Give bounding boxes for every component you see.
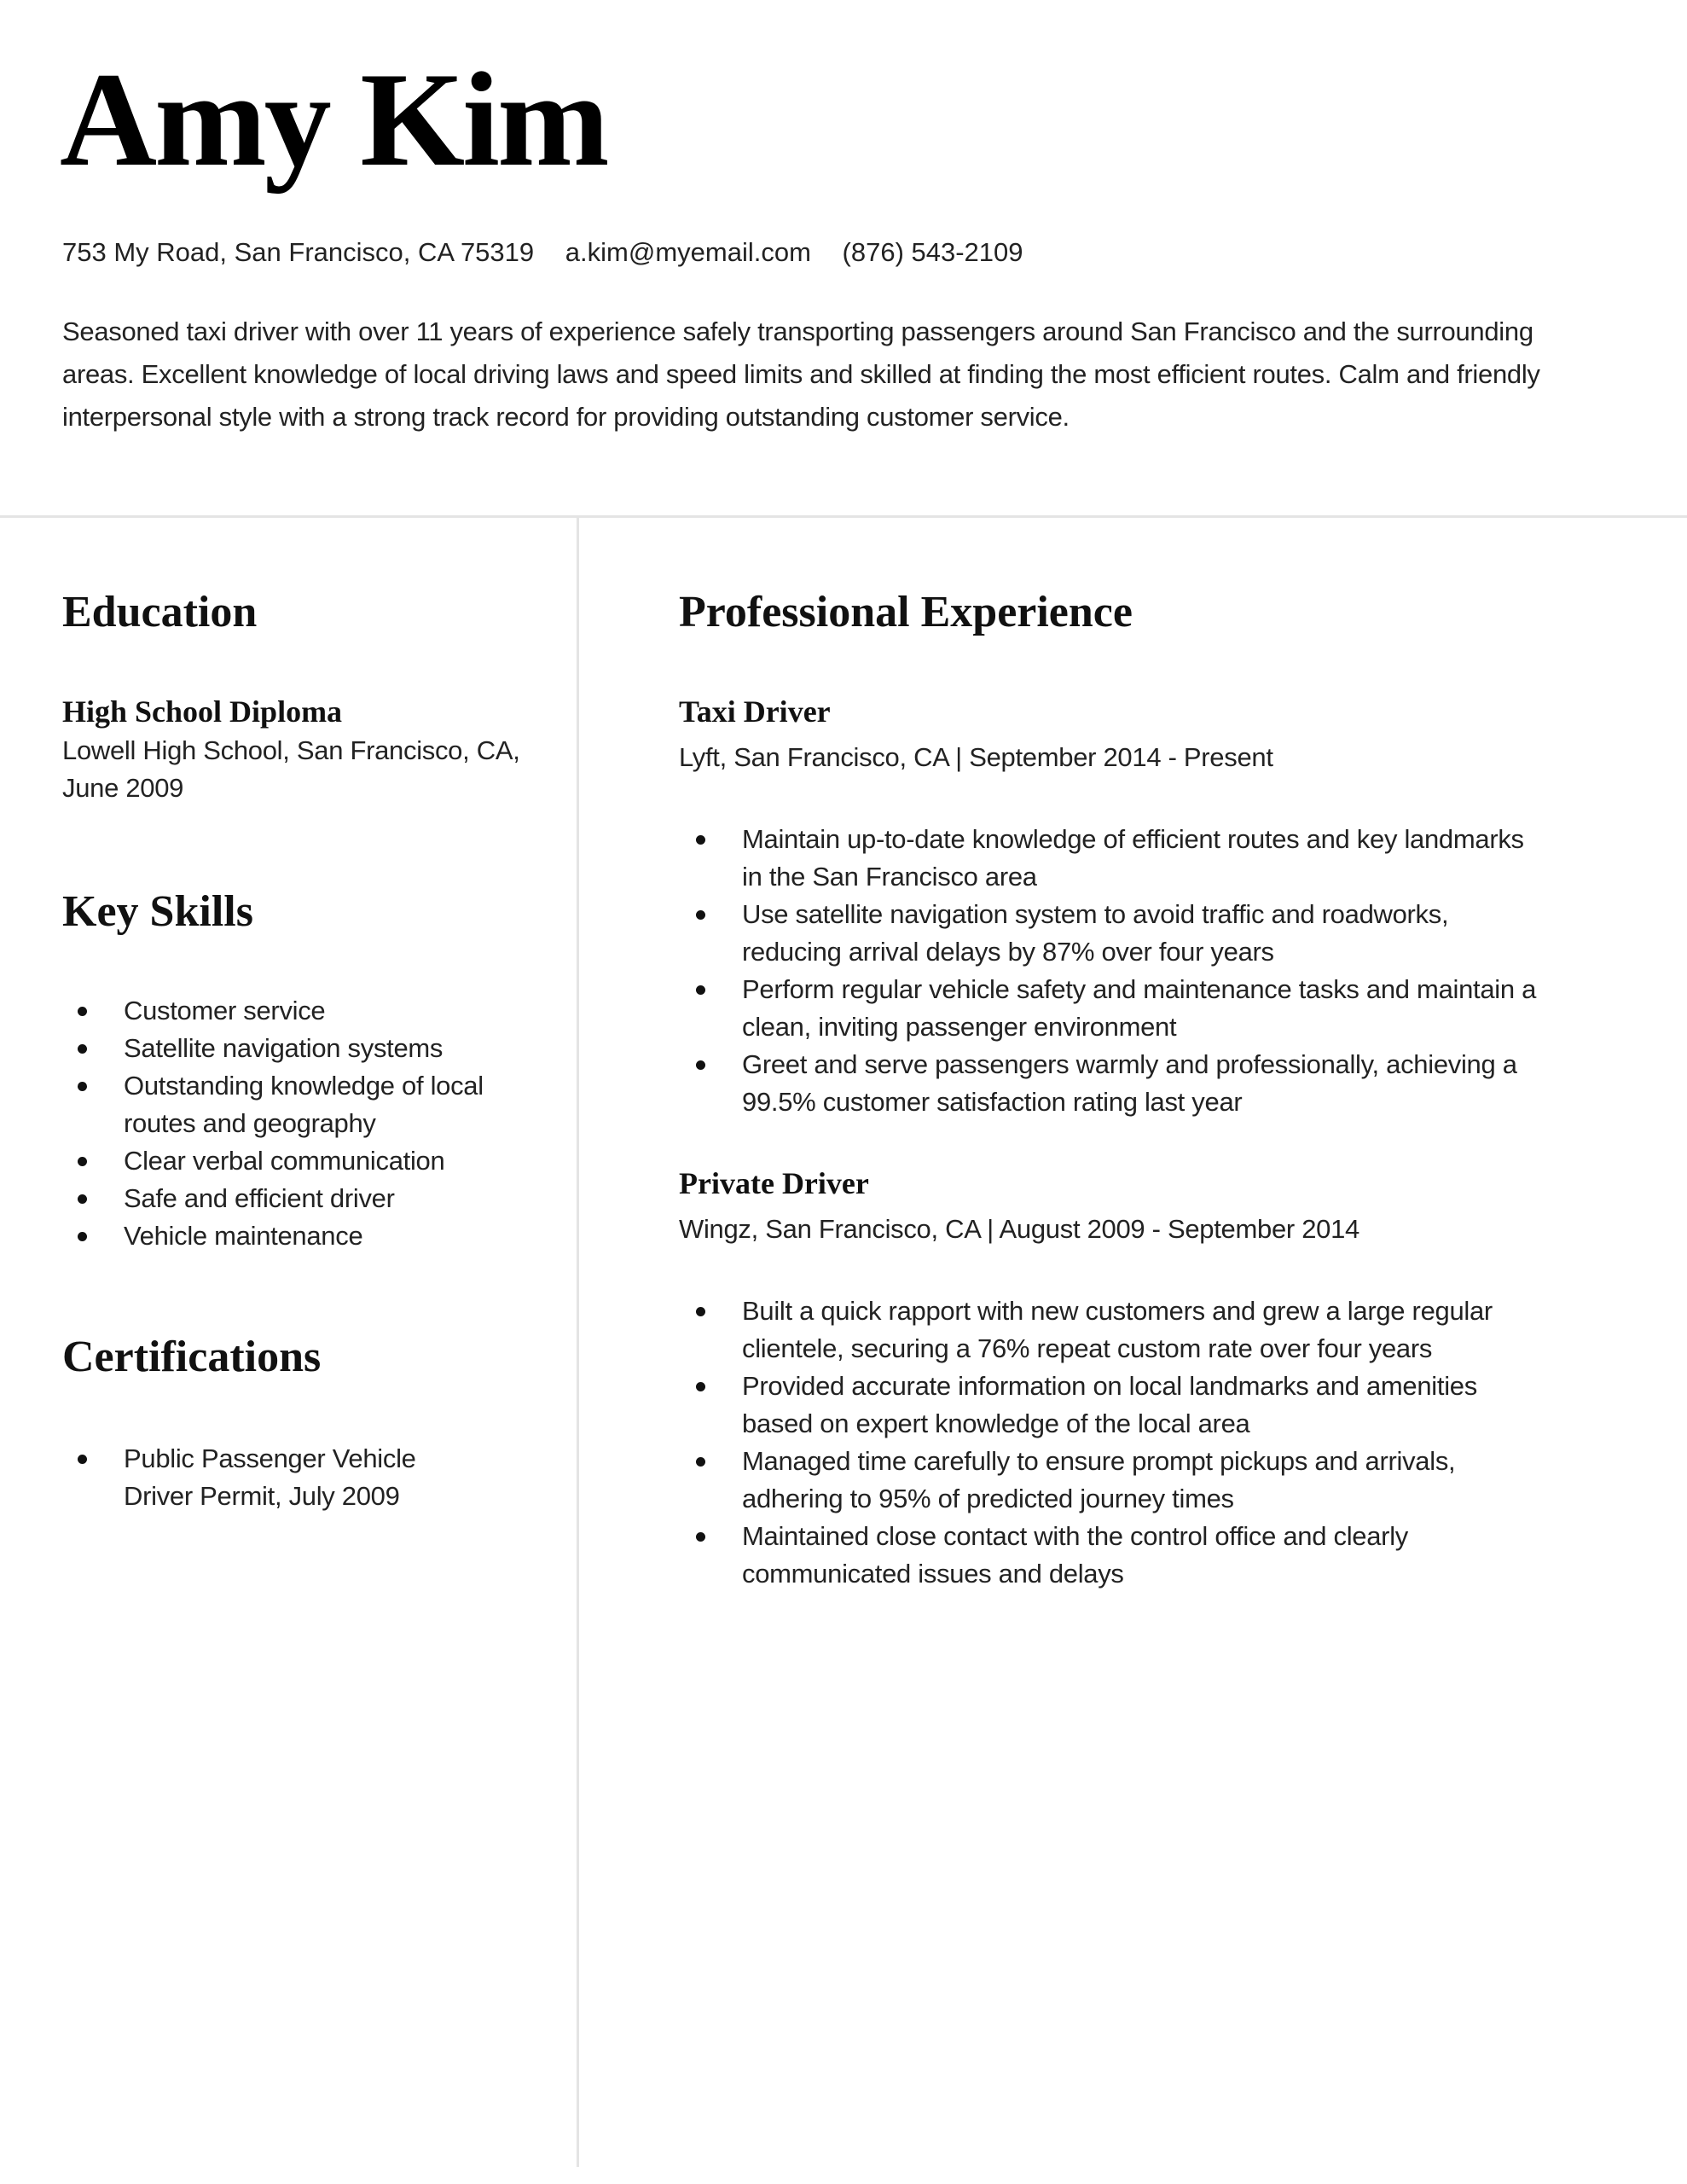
bullet-icon xyxy=(78,1232,87,1241)
column-divider xyxy=(577,517,579,2167)
list-item-text: Built a quick rapport with new customers and grew a large regular clientele, securing a 76% repeat custom rate over four years xyxy=(742,1296,1493,1363)
list-item-text: Public Passenger Vehicle Driver Permit, July 2009 xyxy=(124,1443,416,1511)
school-details: Lowell High School, San Francisco, CA, June 2009 xyxy=(62,735,520,803)
bullet-icon xyxy=(696,835,705,845)
bullet-icon xyxy=(696,985,705,995)
list-item-text: Safe and efficient driver xyxy=(124,1183,395,1213)
contact-line xyxy=(62,237,1047,268)
candidate-name: Amy Kim xyxy=(60,45,607,195)
job-meta: Lyft, San Francisco, CA | September 2014 - Present xyxy=(679,742,1273,772)
list-item-text: Clear verbal communication xyxy=(124,1146,445,1176)
list-item xyxy=(679,1518,1540,1593)
job-title: Private Driver xyxy=(679,1166,869,1200)
bullet-icon xyxy=(78,1007,87,1016)
list-item-text: Provided accurate information on local landmarks and amenities based on expert knowledge of the local area xyxy=(742,1371,1477,1438)
list-item xyxy=(62,1180,540,1217)
degree: High School Diploma xyxy=(62,694,343,729)
list-item xyxy=(679,1292,1540,1368)
list-item xyxy=(62,1217,540,1255)
list-item xyxy=(62,1440,480,1515)
bullet-icon xyxy=(696,1060,705,1070)
list-item-text: Use satellite navigation system to avoid traffic and roadworks, reducing arrival delays by 87% over four years xyxy=(742,899,1449,967)
phone: (876) 543-2109 xyxy=(842,237,1023,267)
address: 753 My Road, San Francisco, CA 75319 xyxy=(62,237,535,267)
list-item-text: Satellite navigation systems xyxy=(124,1033,443,1063)
education-entry xyxy=(62,693,540,807)
bullet-icon xyxy=(78,1455,87,1464)
skills-list xyxy=(62,992,540,1255)
list-item-text: Vehicle maintenance xyxy=(124,1221,363,1251)
list-item xyxy=(679,1368,1540,1443)
certifications-heading: Certifications xyxy=(62,1333,322,1381)
list-item-text: Maintain up-to-date knowledge of efficient routes and key landmarks in the San Francisco area xyxy=(742,824,1524,892)
bullet-icon xyxy=(696,1307,705,1316)
list-item-text: Outstanding knowledge of local routes and geography xyxy=(124,1071,484,1138)
list-item xyxy=(679,1443,1540,1518)
bullet-icon xyxy=(78,1194,87,1204)
list-item xyxy=(679,896,1540,971)
job-private-driver xyxy=(679,1165,1583,1593)
horizontal-divider xyxy=(0,515,1687,518)
education-heading: Education xyxy=(62,588,258,636)
list-item xyxy=(62,1030,540,1067)
list-item xyxy=(62,992,540,1030)
bullet-icon xyxy=(696,1457,705,1467)
bullet-icon xyxy=(78,1044,87,1054)
list-item-text: Customer service xyxy=(124,996,326,1025)
list-item-text: Perform regular vehicle safety and maintenance tasks and maintain a clean, inviting passenger environment xyxy=(742,974,1537,1042)
list-item xyxy=(679,1046,1540,1121)
list-item-text: Maintained close contact with the control office and clearly communicated issues and delays xyxy=(742,1521,1408,1589)
job-taxi-driver xyxy=(679,693,1583,1121)
bullet-icon xyxy=(696,1382,705,1391)
experience-heading: Professional Experience xyxy=(679,588,1133,636)
bullet-icon xyxy=(696,910,705,920)
list-item xyxy=(62,1067,540,1142)
list-item xyxy=(679,821,1540,896)
skills-heading: Key Skills xyxy=(62,887,253,936)
bullet-icon xyxy=(696,1532,705,1542)
job-title: Taxi Driver xyxy=(679,694,831,729)
summary: Seasoned taxi driver with over 11 years of experience safely transporting passengers around San Francisco and the surrounding areas. Excellent knowledge of local driving laws and speed limits and skilled at finding the most efficient routes. Calm and friendly interpersonal style with a strong track record for providing outstanding customer service. xyxy=(62,317,1540,432)
list-item-text: Managed time carefully to ensure prompt pickups and arrivals, adhering to 95% of predicted journey times xyxy=(742,1446,1456,1513)
list-item xyxy=(679,971,1540,1046)
certifications-list xyxy=(62,1440,480,1515)
email: a.kim@myemail.com xyxy=(565,237,811,267)
bullet-icon xyxy=(78,1082,87,1091)
job-bullets xyxy=(679,1292,1540,1593)
bullet-icon xyxy=(78,1157,87,1166)
list-item-text: Greet and serve passengers warmly and professionally, achieving a 99.5% customer satisfaction rating last year xyxy=(742,1049,1517,1117)
list-item xyxy=(62,1142,540,1180)
job-bullets xyxy=(679,821,1540,1121)
job-meta: Wingz, San Francisco, CA | August 2009 - September 2014 xyxy=(679,1214,1359,1244)
